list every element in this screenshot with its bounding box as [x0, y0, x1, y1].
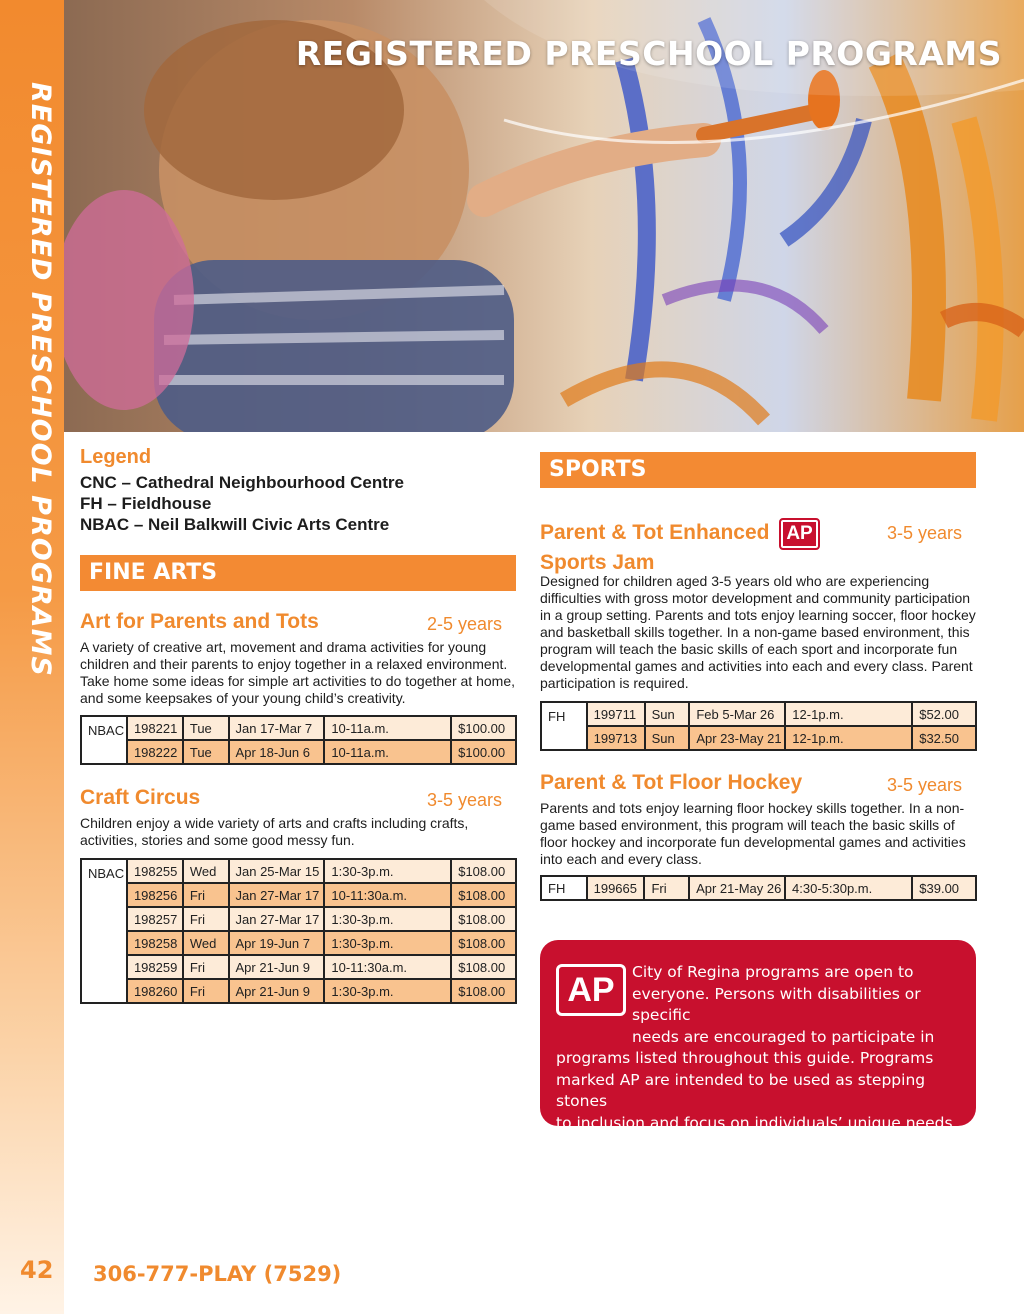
ap-line: everyone. Persons with disabilities or specific	[632, 984, 921, 1024]
table-row	[81, 931, 516, 955]
legend-title: Legend	[80, 446, 152, 468]
legend-line: FH – Fieldhouse	[80, 494, 212, 513]
table-row	[81, 859, 516, 883]
day: Tue	[183, 716, 229, 740]
table-row	[541, 726, 976, 750]
fee: $108.00	[451, 859, 516, 883]
time: 1:30-3p.m.	[324, 907, 451, 931]
location-cell: NBAC	[81, 716, 127, 764]
program-title-line1: Parent & Tot Enhanced	[540, 521, 770, 544]
fee: $32.50	[912, 726, 976, 750]
table-row	[81, 907, 516, 931]
course-code: 198255	[127, 859, 183, 883]
fee: $39.00	[912, 876, 976, 900]
hero-photo	[64, 0, 1024, 432]
fee: $108.00	[451, 955, 516, 979]
program-title-line2: Sports Jam	[540, 551, 655, 574]
ap-badge: AP	[779, 518, 819, 550]
day: Fri	[183, 907, 229, 931]
dates: Jan 25-Mar 15	[229, 859, 325, 883]
time: 4:30-5:30p.m.	[785, 876, 912, 900]
dates: Jan 17-Mar 7	[229, 716, 325, 740]
page-title: REGISTERED PRESCHOOL PROGRAMS	[295, 34, 1002, 73]
program-age: 2-5 years	[427, 614, 503, 634]
program-description: Designed for children aged 3-5 years old who are experiencing difficulties with gross motor development and community participation in a group setting. Parents and tots enjoy learning soccer, floor hockey and basketball skills together. In a non-game based environment, this program will teach the basic skills of each sport and incorporate fun developmental games and activities into each and every class. Parent participation is required.	[540, 573, 976, 691]
time: 10-11a.m.	[324, 716, 451, 740]
course-code: 198221	[127, 716, 183, 740]
ap-line: marked AP are intended to be used as stepping stones	[556, 1070, 926, 1110]
day: Sun	[645, 702, 690, 726]
ap-line: City of Regina programs are open to	[632, 963, 914, 981]
program-age: 3-5 years	[427, 790, 503, 810]
side-title: REGISTERED PRESCHOOL PROGRAMS	[25, 82, 56, 677]
legend-line: CNC – Cathedral Neighbourhood Centre	[80, 473, 404, 492]
page-number: 42	[20, 1256, 54, 1284]
course-code: 199713	[587, 726, 645, 750]
schedule-table	[80, 858, 517, 1004]
ap-badge: AP	[556, 964, 626, 1016]
schedule-table	[80, 715, 517, 765]
course-code: 199711	[587, 702, 645, 726]
day: Fri	[183, 955, 229, 979]
program-title	[540, 518, 820, 576]
table-row	[541, 702, 976, 726]
location-cell: FH	[541, 702, 587, 750]
day: Fri	[183, 883, 229, 907]
table-row	[81, 883, 516, 907]
course-code: 198260	[127, 979, 183, 1003]
day: Tue	[183, 740, 229, 764]
program-age: 3-5 years	[887, 775, 963, 795]
time: 1:30-3p.m.	[324, 931, 451, 955]
day: Sun	[645, 726, 690, 750]
ap-line: programs listed throughout this guide. Programs	[556, 1049, 934, 1067]
legend	[80, 446, 520, 535]
legend-line: NBAC – Neil Balkwill Civic Arts Centre	[80, 515, 390, 534]
fee: $52.00	[912, 702, 976, 726]
course-code: 198222	[127, 740, 183, 764]
fee: $108.00	[451, 883, 516, 907]
dates: Apr 21-Jun 9	[229, 979, 325, 1003]
time: 10-11:30a.m.	[324, 955, 451, 979]
ap-line: needs are encouraged to participate in	[632, 1027, 935, 1046]
table-row	[541, 876, 976, 900]
dates: Apr 21-May 26	[689, 876, 785, 900]
course-code: 198257	[127, 907, 183, 931]
ap-line: to inclusion and focus on individuals’ unique needs.	[556, 1113, 958, 1132]
schedule-table	[540, 701, 977, 751]
day: Wed	[183, 931, 229, 955]
program-description: Children enjoy a wide variety of arts and crafts including crafts, activities, stories and some good messy fun.	[80, 815, 469, 848]
fee: $100.00	[451, 740, 516, 764]
dates: Apr 21-Jun 9	[229, 955, 325, 979]
fee: $108.00	[451, 931, 516, 955]
time: 12-1p.m.	[785, 702, 912, 726]
dates: Apr 18-Jun 6	[229, 740, 325, 764]
fine-arts-heading: FINE ARTS	[80, 555, 516, 591]
time: 12-1p.m.	[785, 726, 912, 750]
phone-number: 306-777-PLAY (7529)	[93, 1262, 342, 1286]
time: 1:30-3p.m.	[324, 859, 451, 883]
location-cell: NBAC	[81, 859, 127, 1003]
day: Wed	[183, 859, 229, 883]
table-row	[81, 979, 516, 1003]
dates: Feb 5-Mar 26	[689, 702, 785, 726]
dates: Jan 27-Mar 17	[229, 883, 325, 907]
time: 10-11a.m.	[324, 740, 451, 764]
fee: $108.00	[451, 907, 516, 931]
program-title: Art for Parents and Tots	[80, 610, 319, 633]
ap-info-box	[540, 940, 976, 1132]
day: Fri	[183, 979, 229, 1003]
location-cell: FH	[541, 876, 587, 900]
fee: $108.00	[451, 979, 516, 1003]
schedule-table	[540, 875, 977, 901]
program-description: A variety of creative art, movement and drama activities for young children and their parents to enjoy together in a relaxed environment. Take home some ideas for simple art activities to do together at home, and some keepsakes of your young child’s creativity.	[80, 639, 515, 706]
program-age: 3-5 years	[887, 523, 963, 543]
course-code: 198259	[127, 955, 183, 979]
program-title: Craft Circus	[80, 786, 201, 809]
dates: Apr 19-Jun 7	[229, 931, 325, 955]
course-code: 198258	[127, 931, 183, 955]
course-code: 198256	[127, 883, 183, 907]
ap-info-text	[556, 962, 968, 1134]
dates: Jan 27-Mar 17	[229, 907, 325, 931]
dates: Apr 23-May 21	[689, 726, 785, 750]
time: 10-11:30a.m.	[324, 883, 451, 907]
fee: $100.00	[451, 716, 516, 740]
day: Fri	[644, 876, 689, 900]
table-row	[81, 740, 516, 764]
program-description: Parents and tots enjoy learning floor hockey skills together. In a non-game based environment, this program will teach the basic skills of floor hockey and incorporate fun developmental games and activities into each and every class.	[540, 800, 966, 867]
table-row	[81, 955, 516, 979]
course-code: 199665	[587, 876, 645, 900]
program-title: Parent & Tot Floor Hockey	[540, 771, 803, 794]
sports-heading: SPORTS	[540, 452, 976, 488]
time: 1:30-3p.m.	[324, 979, 451, 1003]
table-row	[81, 716, 516, 740]
